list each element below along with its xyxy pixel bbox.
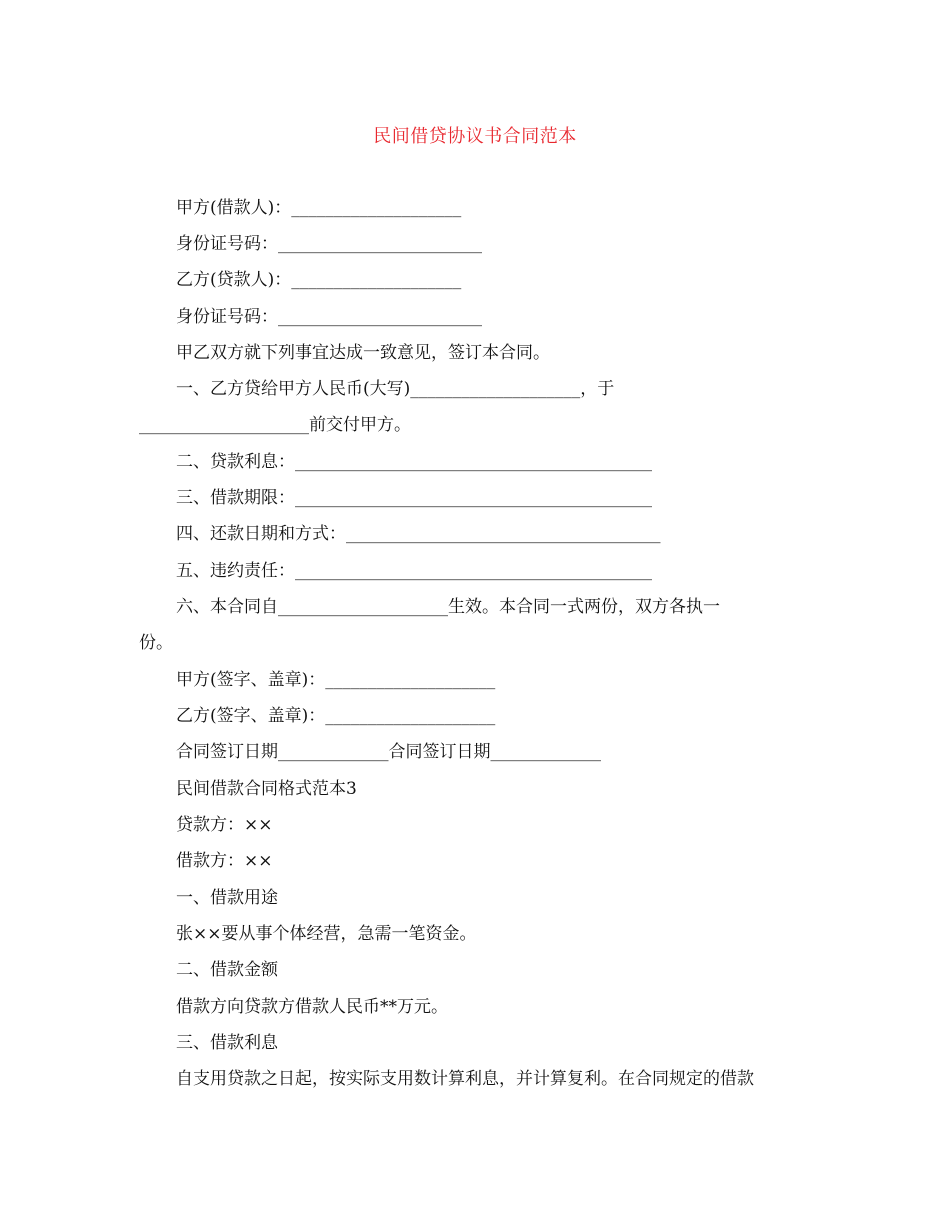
- agreement-intro: 甲乙双方就下列事宜达成一致意见，签订本合同。: [176, 343, 550, 363]
- loan-purpose-text: 张××要从事个体经营，急需一笔资金。: [176, 924, 477, 944]
- heading-loan-purpose: 一、借款用途: [176, 888, 278, 908]
- party-a-id-line: 身份证号码：________________________: [176, 234, 482, 254]
- clause-1-continuation: ____________________前交付甲方。: [139, 415, 411, 435]
- lender-line: 贷款方：××: [176, 815, 273, 835]
- borrower-line: 借款方：××: [176, 851, 273, 871]
- document-title: 民间借贷协议书合同范本: [373, 126, 577, 147]
- heading-loan-interest: 三、借款利息: [176, 1033, 278, 1053]
- party-b-signature-line: 乙方(签字、盖章)：____________________: [176, 706, 496, 726]
- party-a-signature-line: 甲方(签字、盖章)：____________________: [176, 670, 496, 690]
- signing-date-line: 合同签订日期_____________合同签订日期_____________: [176, 742, 601, 762]
- loan-interest-text: 自支用贷款之日起，按实际支用数计算利息，并计算复利。在合同规定的借款: [176, 1069, 754, 1089]
- clause-1-amount: 一、乙方贷给甲方人民币(大写)____________________，于: [176, 379, 615, 399]
- heading-loan-amount: 二、借款金额: [176, 960, 278, 980]
- party-b-id-line: 身份证号码：________________________: [176, 307, 482, 327]
- clause-3-term: 三、借款期限：__________________________________________: [176, 488, 652, 508]
- clause-2-interest: 二、贷款利息：__________________________________________: [176, 452, 652, 472]
- section-heading-template-3: 民间借款合同格式范本3: [176, 779, 357, 799]
- clause-5-liability: 五、违约责任：__________________________________________: [176, 561, 652, 581]
- clause-6-continuation: 份。: [139, 633, 173, 653]
- party-b-lender-line: 乙方(贷款人)：____________________: [176, 270, 462, 290]
- party-a-borrower-line: 甲方(借款人)：____________________: [176, 198, 462, 218]
- clause-4-repayment: 四、还款日期和方式：_____________________________________: [176, 524, 661, 544]
- loan-amount-text: 借款方向贷款方借款人民币**万元。: [176, 997, 448, 1017]
- clause-6-effective: 六、本合同自____________________生效。本合同一式两份，双方各执一: [176, 597, 720, 617]
